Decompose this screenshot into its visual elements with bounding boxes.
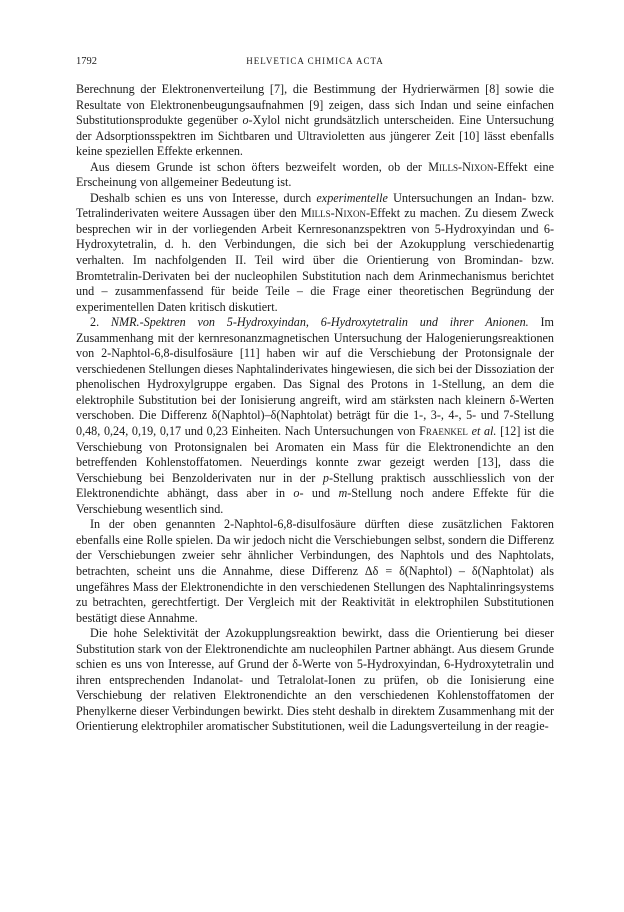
- text-segment: Aus diesem Grunde ist schon öfters bezweifelt worden, ob der: [90, 159, 429, 174]
- running-title: HELVETICA CHIMICA ACTA: [246, 56, 384, 66]
- text-segment: o: [242, 113, 249, 128]
- paragraph-p1: [76, 82, 554, 160]
- text-segment: Mills-Nixon: [300, 206, 366, 221]
- paragraph-p3: [76, 191, 554, 315]
- text-segment: -Xylol nicht grundsätzlich unterscheiden. Eine Untersuchung der Adsorptionsspektren im Sichtbaren und Ultravioletten aus jüngerer Zeit [10] lässt ebenfalls keine speziellen Effekte erkennen.: [76, 113, 554, 159]
- text-segment: experimentelle: [316, 190, 388, 205]
- text-segment: -Effekt zu machen. Zu diesem Zweck besprechen wir in der vorliegenden Arbeit Kernresonanzspektren von 5-Hydroxyindan und 6-Hydroxytetralin, d. h. den Verbindungen, die sich bei der Azokupplung verschiedenartig verhalten. Im nachfolgenden II. Teil wird über die Orientierung von Bromindan- bzw. Bromtetralin-Derivaten bei der nucleophilen Substitution nach dem Arinmechanismus berichtet und – zusammenfassend für beide Teile – die Frage einer theoretischen Begründung der experimentellen Daten kritisch diskutiert.: [76, 206, 554, 314]
- text-segment: m: [338, 486, 348, 501]
- text-segment: NMR.-Spektren von 5-Hydroxyindan, 6-Hydroxytetralin und ihrer Anionen.: [110, 315, 529, 330]
- text-segment: - und: [299, 486, 339, 501]
- paragraph-p5: [76, 517, 554, 626]
- text-segment: -Effekt eine Erscheinung von allgemeiner Bedeutung ist.: [76, 159, 554, 190]
- page-header: [76, 56, 554, 72]
- text-segment: Berechnung der Elektronenverteilung [7], die Bestimmung der Hydrierwärmen [8] sowie die Resultate von Elektronenbeugungsaufnahmen [9] zeigen, dass sich Indan und seine einfachen Substitutionsprodukte gegenüber: [76, 82, 554, 128]
- text-segment: Mills-Nixon: [428, 159, 494, 174]
- text-segment: et al.: [471, 424, 497, 439]
- text-segment: Im Zusammenhang mit der kernresonanzmagnetischen Untersuchung der Halogenierungsreaktionen von 2-Naphtol-6,8-disulfosäure [11] haben wir auf die Verschiebung der Protonsignale der verschiedenen Stellungen dieses Naphtalinderivates hingewiesen, die sich bei der Dissoziation der phenolischen Hydroxylgruppe ergaben. Das Signal des Protons in 1-Stellung, an dem die elektrophile Substitution bei der Ionisierung angreift, wird am stärksten nach kleinern δ-Werten verschoben. Die Differenz δ(Naphtol)–δ(Naphtolat) beträgt für die 1-, 3-, 4-, 5- und 7-Stellung 0,48, 0,24, 0,19, 0,17 und 0,23 Einheiten. Nach Untersuchungen von: [76, 315, 554, 439]
- text-segment: Untersuchungen an Indan- bzw. Tetralinderivaten weitere Aussagen über den: [76, 190, 554, 221]
- text-segment: Fraenkel: [419, 424, 468, 439]
- text-segment: In der oben genannten 2-Naphtol-6,8-disulfosäure dürften diese zusätzlichen Faktoren ebenfalls eine Rolle spielen. Da wir jedoch nicht die Verschiebungen selbst, sondern die Differenz der Verschiebungen zweier sehr ähnlicher Verbindungen, des Naphtols und des Naphtolats, betrachten, scheint uns die Annahme, diese Differenz Δδ = δ(Naphtol) – δ(Naphtolat) als ungefähres Mass der Elektronendichte in den verschiedenen Stellungen des Naphtalinringsystems zu betrachten, gerechtfertigt. Der Vergleich mit der Reaktivität in elektrophilen Substitutionen bestätigt diese Annahme.: [76, 517, 554, 625]
- text-segment: -Stellung noch andere Effekte für die Verschiebung wesentlich sind.: [76, 486, 554, 516]
- paragraph-p6: [76, 626, 554, 735]
- text-segment: Die hohe Selektivität der Azokupplungsreaktion bewirkt, dass die Orientierung bei dieser Substitution stark von der Elektronendichte am nucleophilen Partner abhängt. Aus diesem Grunde schien es uns von Interesse, auf Grund der δ-Werte von 5-Hydroxyindan, 6-Hydroxytetralin und ihren entsprechenden Indanolat- und Tetralolat-Ionen zu prüfen, ob die Ionisierung eine Verschiebung der relativen Elektronendichte an den verschiedenen Kohlenstoffatomen der Phenylkerne dieser Verbindungen bewirkt. Dies steht deshalb in direktem Zusammenhang mit der Orientierung elektrophiler aromatischer Substitutionen, weil die Ladungsverteilung in der reagie-: [76, 626, 554, 734]
- body-text: [76, 82, 554, 735]
- paragraph-p2: [76, 160, 554, 191]
- page-number: 1792: [76, 56, 97, 67]
- text-segment: 2.: [90, 315, 111, 330]
- text-segment: -Stellung praktisch ausschliesslich von der Elektronendichte abhängt, dass aber in: [76, 470, 554, 501]
- text-segment: p: [322, 470, 329, 485]
- paragraph-p4: [76, 315, 554, 517]
- text-segment: Deshalb schien es uns von Interesse, durch: [90, 190, 317, 205]
- text-segment: o: [293, 486, 300, 501]
- text-segment: [12] ist die Verschiebung von Protonsignalen bei Aromaten ein Mass für die Elektronendichte an den betreffenden Kohlenstoffatomen. Neuerdings konnte zwar gezeigt werden [13], dass die Verschiebung bei Benzolderivaten nur in der: [76, 424, 554, 485]
